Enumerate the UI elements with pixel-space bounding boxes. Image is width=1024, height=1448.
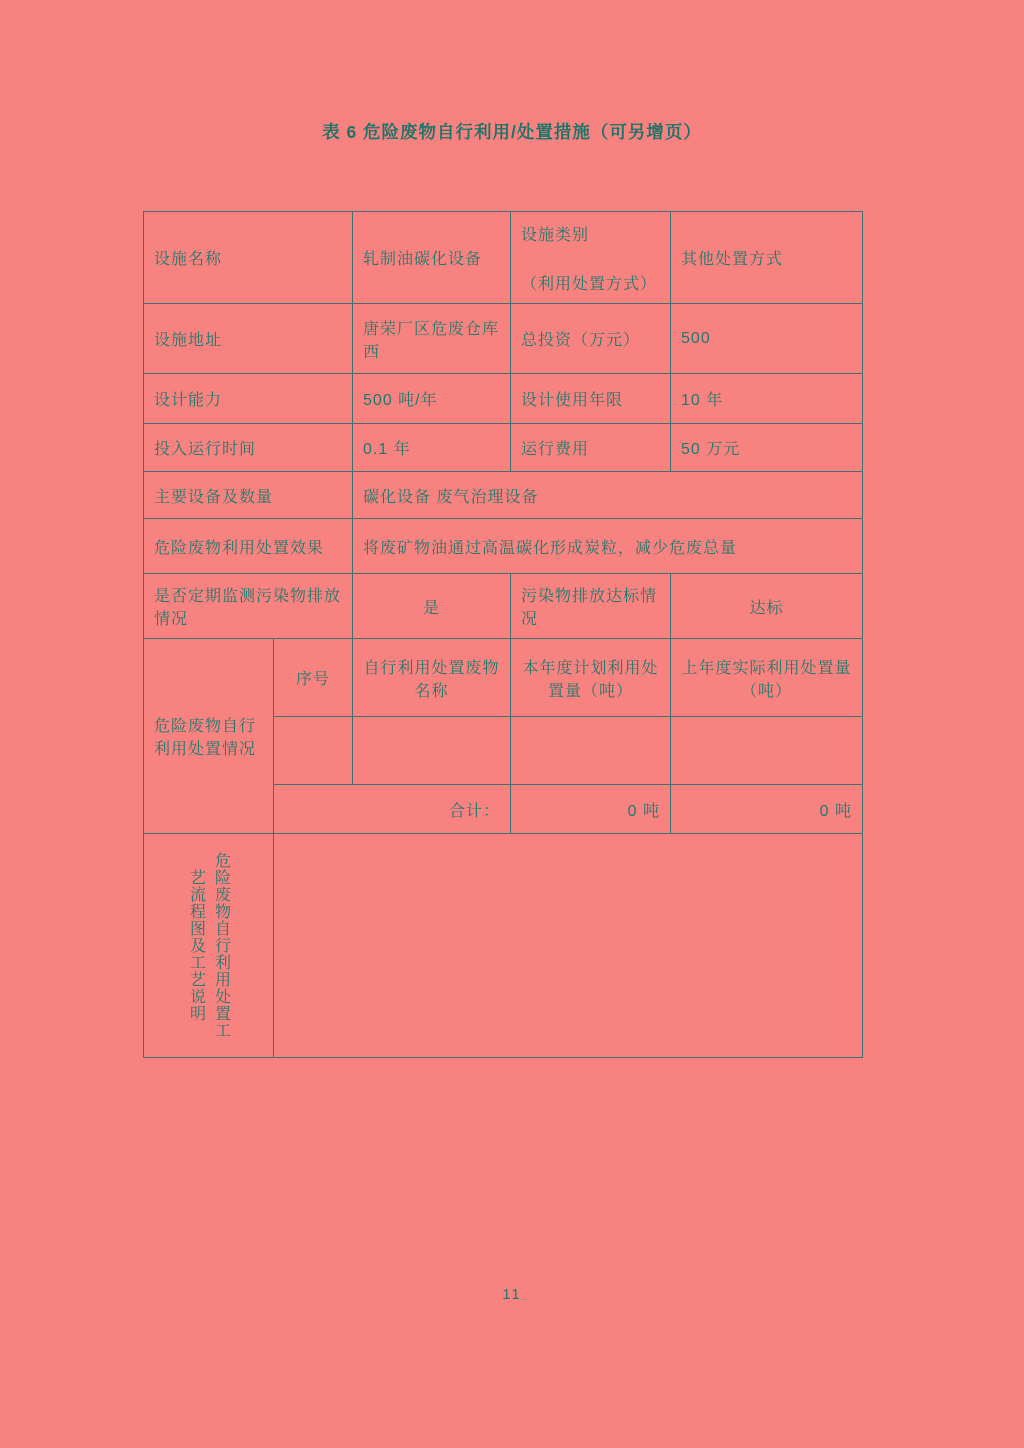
cell-planned-empty bbox=[511, 717, 671, 785]
facility-category-value: 其他处置方式 bbox=[671, 212, 863, 304]
disposal-effect-label: 危险废物利用处置效果 bbox=[144, 519, 353, 574]
header-actual-amount: 上年度实际利用处置量（吨） bbox=[671, 639, 863, 717]
process-flow-vertical-label bbox=[184, 846, 234, 1046]
discharge-compliance-label: 污染物排放达标情况 bbox=[511, 574, 671, 639]
row-main-equipment bbox=[144, 472, 863, 519]
design-capacity-value: 500 吨/年 bbox=[353, 374, 511, 424]
design-capacity-label: 设计能力 bbox=[144, 374, 353, 424]
discharge-compliance-value: 达标 bbox=[671, 574, 863, 639]
cell-waste-name-empty bbox=[353, 717, 511, 785]
process-flow-label-cell bbox=[144, 834, 274, 1058]
total-planned-value: 0 吨 bbox=[511, 785, 671, 834]
row-self-disposal-headers bbox=[144, 639, 863, 717]
facility-category-label bbox=[511, 212, 671, 304]
pollutant-monitoring-label: 是否定期监测污染物排放情况 bbox=[144, 574, 353, 639]
header-index: 序号 bbox=[274, 639, 353, 717]
disposal-effect-value: 将废矿物油通过高温碳化形成炭粒，减少危废总量 bbox=[353, 519, 863, 574]
total-investment-label: 总投资（万元） bbox=[511, 304, 671, 374]
header-waste-name: 自行利用处置废物名称 bbox=[353, 639, 511, 717]
design-service-life-value: 10 年 bbox=[671, 374, 863, 424]
operation-start-value: 0.1 年 bbox=[353, 424, 511, 472]
facility-category-label-line2: （利用处置方式） bbox=[521, 275, 658, 293]
row-design-capacity bbox=[144, 374, 863, 424]
process-flow-label-line2: 艺流程图及工艺说明 bbox=[187, 869, 205, 1022]
cell-actual-empty bbox=[671, 717, 863, 785]
facility-address-value: 唐荣厂区危废仓库西 bbox=[353, 304, 511, 374]
table-title: 表 6 危险废物自行利用/处置措施（可另增页） bbox=[322, 122, 702, 142]
process-flow-label-line1: 危险废物自行利用处置工 bbox=[212, 852, 230, 1039]
main-equipment-label: 主要设备及数量 bbox=[144, 472, 353, 519]
self-disposal-section-label: 危险废物自行利用处置情况 bbox=[144, 639, 274, 834]
operation-start-label: 投入运行时间 bbox=[144, 424, 353, 472]
facility-name-value: 轧制油碳化设备 bbox=[353, 212, 511, 304]
hazardous-waste-table bbox=[143, 211, 863, 1058]
header-planned-amount: 本年度计划利用处置量（吨） bbox=[511, 639, 671, 717]
design-service-life-label: 设计使用年限 bbox=[511, 374, 671, 424]
facility-address-label: 设施地址 bbox=[144, 304, 353, 374]
total-investment-value: 500 bbox=[671, 304, 863, 374]
process-flow-content-empty bbox=[274, 834, 863, 1058]
total-actual-value: 0 吨 bbox=[671, 785, 863, 834]
facility-name-label: 设施名称 bbox=[144, 212, 353, 304]
page-number: 11 bbox=[502, 1286, 522, 1303]
row-pollutant-monitoring bbox=[144, 574, 863, 639]
total-label: 合计： bbox=[274, 785, 511, 834]
row-facility-address bbox=[144, 304, 863, 374]
facility-category-label-line1: 设施类别 bbox=[521, 226, 590, 244]
row-operation-start bbox=[144, 424, 863, 472]
main-equipment-value: 碳化设备 废气治理设备 bbox=[353, 472, 863, 519]
row-disposal-effect bbox=[144, 519, 863, 574]
row-process-flow bbox=[144, 834, 863, 1058]
operation-cost-label: 运行费用 bbox=[511, 424, 671, 472]
operation-cost-value: 50 万元 bbox=[671, 424, 863, 472]
row-facility-name bbox=[144, 212, 863, 304]
pollutant-monitoring-value: 是 bbox=[353, 574, 511, 639]
cell-index-empty bbox=[274, 717, 353, 785]
